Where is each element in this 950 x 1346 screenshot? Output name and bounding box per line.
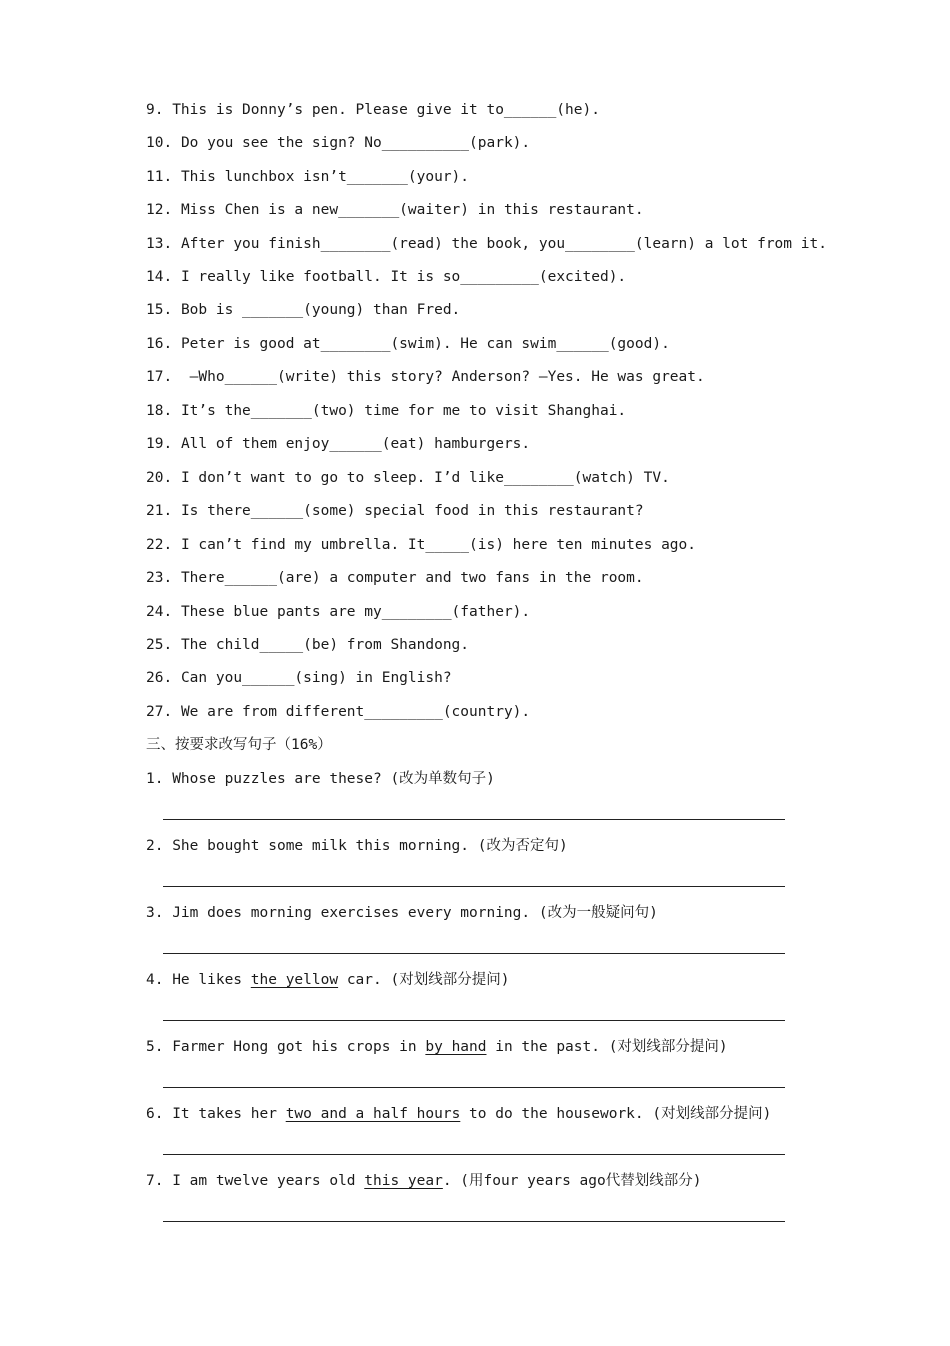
question-14	[146, 267, 626, 287]
rewrite-question-2	[146, 836, 568, 856]
question-text: Peter is good at________(swim). He can swim______(good).	[180, 336, 670, 352]
answer-line-3[interactable]	[163, 953, 785, 954]
rewrite-question-3	[146, 903, 658, 923]
question-text-before: It takes her	[172, 1106, 286, 1122]
answer-line-7[interactable]	[163, 1221, 785, 1222]
question-21	[146, 501, 644, 521]
underlined-phrase: by hand	[425, 1039, 487, 1055]
section-three-heading: 三、按要求改写句子（16%）	[146, 737, 332, 753]
question-number: 13.	[146, 236, 173, 252]
question-text: Is there______(some) special food in this restaurant?	[180, 503, 644, 519]
question-24	[146, 602, 530, 622]
question-number: 14.	[146, 269, 173, 285]
question-number: 26.	[146, 670, 173, 686]
rewrite-question-4	[146, 970, 509, 990]
question-text-before: I am twelve years old	[172, 1173, 365, 1189]
question-number: 3.	[146, 905, 164, 921]
question-number: 23.	[146, 570, 173, 586]
rewrite-question-7	[146, 1171, 701, 1191]
question-text: This is Donny’s pen. Please give it to______(he).	[172, 102, 600, 118]
question-text: Jim does morning exercises every morning. (改为一般疑问句)	[172, 905, 658, 921]
question-text: After you finish________(read) the book, you________(learn) a lot from it.	[180, 236, 827, 252]
question-text: I don’t want to go to sleep. I’d like________(watch) TV.	[180, 470, 670, 486]
question-text: She bought some milk this morning. (改为否定句)	[172, 838, 568, 854]
question-13	[146, 234, 827, 254]
answer-line-5[interactable]	[163, 1087, 785, 1088]
question-number: 12.	[146, 202, 173, 218]
rewrite-question-1	[146, 769, 495, 789]
question-16	[146, 334, 670, 354]
question-number: 19.	[146, 436, 173, 452]
question-text: Bob is _______(young) than Fred.	[180, 302, 461, 318]
underlined-phrase: two and a half hours	[285, 1106, 461, 1122]
question-number: 6.	[146, 1106, 164, 1122]
question-number: 11.	[146, 169, 173, 185]
question-number: 9.	[146, 102, 164, 118]
question-27	[146, 702, 530, 722]
question-20	[146, 468, 670, 488]
question-text: –Who______(write) this story? Anderson? –Yes. He was great.	[189, 369, 705, 385]
question-text-after: in the past. (对划线部分提问)	[486, 1039, 728, 1055]
question-text-after: . (用four years ago代替划线部分)	[442, 1173, 702, 1189]
question-text-after: to do the housework. (对划线部分提问)	[460, 1106, 772, 1122]
question-number: 15.	[146, 302, 173, 318]
question-text: This lunchbox isn’t_______(your).	[180, 169, 470, 185]
question-10	[146, 133, 530, 153]
question-number: 20.	[146, 470, 173, 486]
question-text: It’s the_______(two) time for me to visit Shanghai.	[180, 403, 627, 419]
answer-line-2[interactable]	[163, 886, 785, 887]
question-text-before: Farmer Hong got his crops in	[172, 1039, 426, 1055]
question-number: 18.	[146, 403, 173, 419]
question-number: 1.	[146, 771, 164, 787]
question-text: I can’t find my umbrella. It_____(is) here ten minutes ago.	[180, 537, 696, 553]
question-number: 22.	[146, 537, 173, 553]
question-number: 2.	[146, 838, 164, 854]
question-22	[146, 535, 696, 555]
question-number: 7.	[146, 1173, 164, 1189]
answer-line-6[interactable]	[163, 1154, 785, 1155]
answer-line-4[interactable]	[163, 1020, 785, 1021]
question-text: Whose puzzles are these? (改为单数句子)	[172, 771, 495, 787]
question-23	[146, 568, 644, 588]
question-11	[146, 167, 469, 187]
question-number: 10.	[146, 135, 173, 151]
answer-line-1[interactable]	[163, 819, 785, 820]
question-25	[146, 635, 469, 655]
question-text: Miss Chen is a new_______(waiter) in this restaurant.	[180, 202, 644, 218]
question-number: 25.	[146, 637, 173, 653]
question-number: 27.	[146, 704, 173, 720]
question-text: These blue pants are my________(father).	[180, 604, 531, 620]
underlined-phrase: this year	[364, 1173, 443, 1189]
question-number: 5.	[146, 1039, 164, 1055]
rewrite-question-6	[146, 1104, 771, 1124]
question-15	[146, 300, 460, 320]
question-text: I really like football. It is so_________(excited).	[180, 269, 627, 285]
question-number: 24.	[146, 604, 173, 620]
question-18	[146, 401, 626, 421]
question-text: There______(are) a computer and two fans in the room.	[180, 570, 644, 586]
question-17	[146, 367, 705, 387]
question-text: All of them enjoy______(eat) hamburgers.	[180, 436, 531, 452]
question-19	[146, 434, 530, 454]
question-text-before: He likes	[172, 972, 251, 988]
question-text: We are from different_________(country).	[180, 704, 531, 720]
question-text: Do you see the sign? No__________(park).	[180, 135, 531, 151]
question-text: Can you______(sing) in English?	[180, 670, 452, 686]
question-number: 16.	[146, 336, 173, 352]
question-number: 4.	[146, 972, 164, 988]
question-text: The child_____(be) from Shandong.	[180, 637, 470, 653]
question-9	[146, 100, 600, 120]
question-text-after: car. (对划线部分提问)	[338, 972, 510, 988]
underlined-phrase: the yellow	[250, 972, 339, 988]
question-12	[146, 200, 644, 220]
question-number: 21.	[146, 503, 173, 519]
question-26	[146, 668, 452, 688]
question-number: 17.	[146, 369, 173, 385]
rewrite-question-5	[146, 1037, 728, 1057]
